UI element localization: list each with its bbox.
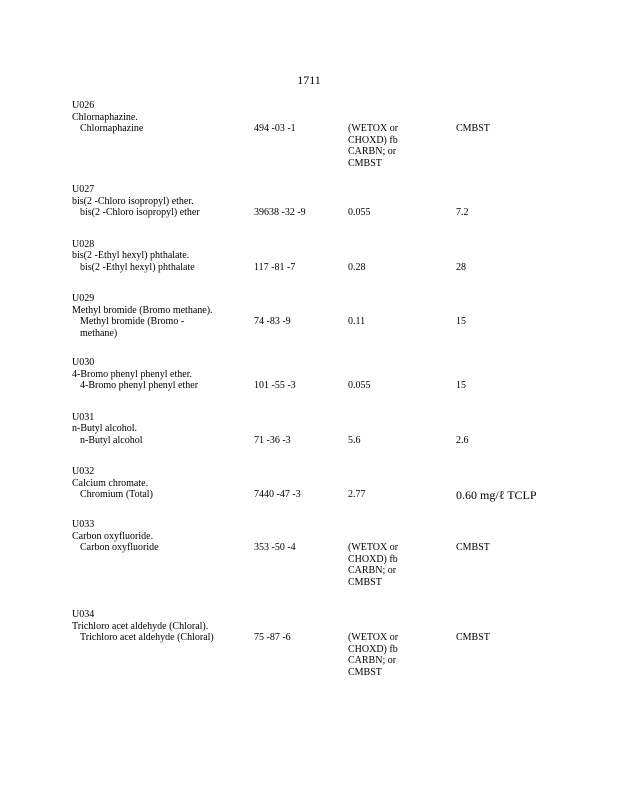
- nonwastewater-standard: CMBST: [456, 123, 490, 134]
- cas-number: 7440 -47 -3: [254, 489, 301, 500]
- wastewater-standard: (WETOX or CHOXD) fb CARBN; or CMBST: [348, 632, 399, 678]
- constituent-row: [72, 489, 592, 501]
- entry-u028: [72, 239, 592, 274]
- waste-description: Trichloro acet aldehyde (Chloral).: [72, 620, 209, 632]
- constituent-name: bis(2 -Ethyl hexyl) phthalate: [80, 261, 195, 273]
- wastewater-standard: 0.055: [348, 380, 371, 391]
- waste-code: U028: [72, 238, 95, 250]
- constituent-name: Trichloro acet aldehyde (Chloral): [80, 632, 214, 643]
- cas-number: 75 -87 -6: [254, 632, 291, 643]
- waste-code: U032: [72, 466, 95, 477]
- waste-description: Methyl bromide (Bromo methane).: [72, 304, 213, 316]
- waste-code: U034: [72, 609, 95, 620]
- cas-number: 353 -50 -4: [254, 542, 296, 553]
- cas-number: 39638 -32 -9: [254, 207, 306, 218]
- entry-u033: [72, 519, 592, 588]
- entry-u031: [72, 412, 592, 447]
- waste-description: 4-Bromo phenyl phenyl ether.: [72, 368, 192, 380]
- constituent-name: Chromium (Total): [80, 489, 153, 500]
- constituent-name: Methyl bromide (Bromo - methane): [80, 316, 185, 339]
- entry-u032: [72, 466, 592, 501]
- cas-number: 117 -81 -7: [254, 261, 296, 273]
- constituent-row: [72, 632, 592, 678]
- entry-u027: [72, 184, 592, 219]
- entry-u029: [72, 293, 592, 339]
- constituent-row: [72, 435, 592, 447]
- constituent-row: [72, 316, 592, 339]
- nonwastewater-standard: 28: [456, 261, 466, 273]
- waste-description: Carbon oxyfluoride.: [72, 530, 154, 542]
- wastewater-standard: 0.11: [348, 316, 366, 327]
- nonwastewater-standard: 15: [456, 316, 466, 327]
- cas-number: 101 -55 -3: [254, 380, 296, 391]
- wastewater-standard: 0.28: [348, 261, 366, 273]
- waste-description: n-Butyl alcohol.: [72, 423, 137, 434]
- constituent-name: n-Butyl alcohol: [80, 434, 143, 446]
- waste-description: Calcium chromate.: [72, 477, 149, 489]
- waste-description: bis(2 -Ethyl hexyl) phthalate.: [72, 250, 190, 261]
- constituent-row: [72, 123, 592, 169]
- nonwastewater-standard: CMBST: [456, 632, 490, 643]
- waste-code: U031: [72, 411, 95, 423]
- cas-number: 494 -03 -1: [254, 123, 296, 134]
- page-number: 1711: [297, 73, 321, 87]
- waste-code: U029: [72, 293, 95, 304]
- constituent-name: 4-Bromo phenyl phenyl ether: [80, 380, 199, 391]
- waste-code: U030: [72, 357, 95, 368]
- wastewater-standard: 2.77: [348, 489, 366, 500]
- constituent-name: Chlornaphazine: [80, 123, 144, 134]
- constituent-row: [72, 262, 592, 274]
- constituent-name: Carbon oxyfluoride: [80, 542, 159, 553]
- wastewater-standard: 5.6: [348, 434, 361, 446]
- nonwastewater-standard: 2.6: [456, 434, 469, 446]
- waste-code-list: [72, 100, 592, 678]
- waste-code: U026: [72, 100, 95, 111]
- waste-code: U027: [72, 184, 95, 195]
- waste-code: U033: [72, 519, 95, 530]
- wastewater-standard: (WETOX or CHOXD) fb CARBN; or CMBST: [348, 123, 399, 169]
- constituent-row: [72, 380, 592, 392]
- nonwastewater-standard: CMBST: [456, 542, 490, 553]
- constituent-row: [72, 542, 592, 588]
- entry-u034: [72, 609, 592, 678]
- constituent-name: bis(2 -Chloro isopropyl) ether: [80, 207, 200, 218]
- cas-number: 74 -83 -9: [254, 316, 291, 327]
- nonwastewater-standard: 7.2: [456, 207, 469, 218]
- nonwastewater-standard: 0.60 mg/ℓ TCLP: [456, 488, 537, 502]
- entry-u030: [72, 357, 592, 392]
- cas-number: 71 -36 -3: [254, 434, 291, 446]
- constituent-row: [72, 207, 592, 219]
- waste-description: bis(2 -Chloro isopropyl) ether.: [72, 195, 194, 207]
- waste-description: Chlornaphazine.: [72, 111, 138, 123]
- nonwastewater-standard: 15: [456, 380, 466, 391]
- wastewater-standard: (WETOX or CHOXD) fb CARBN; or CMBST: [348, 542, 399, 588]
- entry-u026: [72, 100, 592, 169]
- wastewater-standard: 0.055: [348, 207, 371, 218]
